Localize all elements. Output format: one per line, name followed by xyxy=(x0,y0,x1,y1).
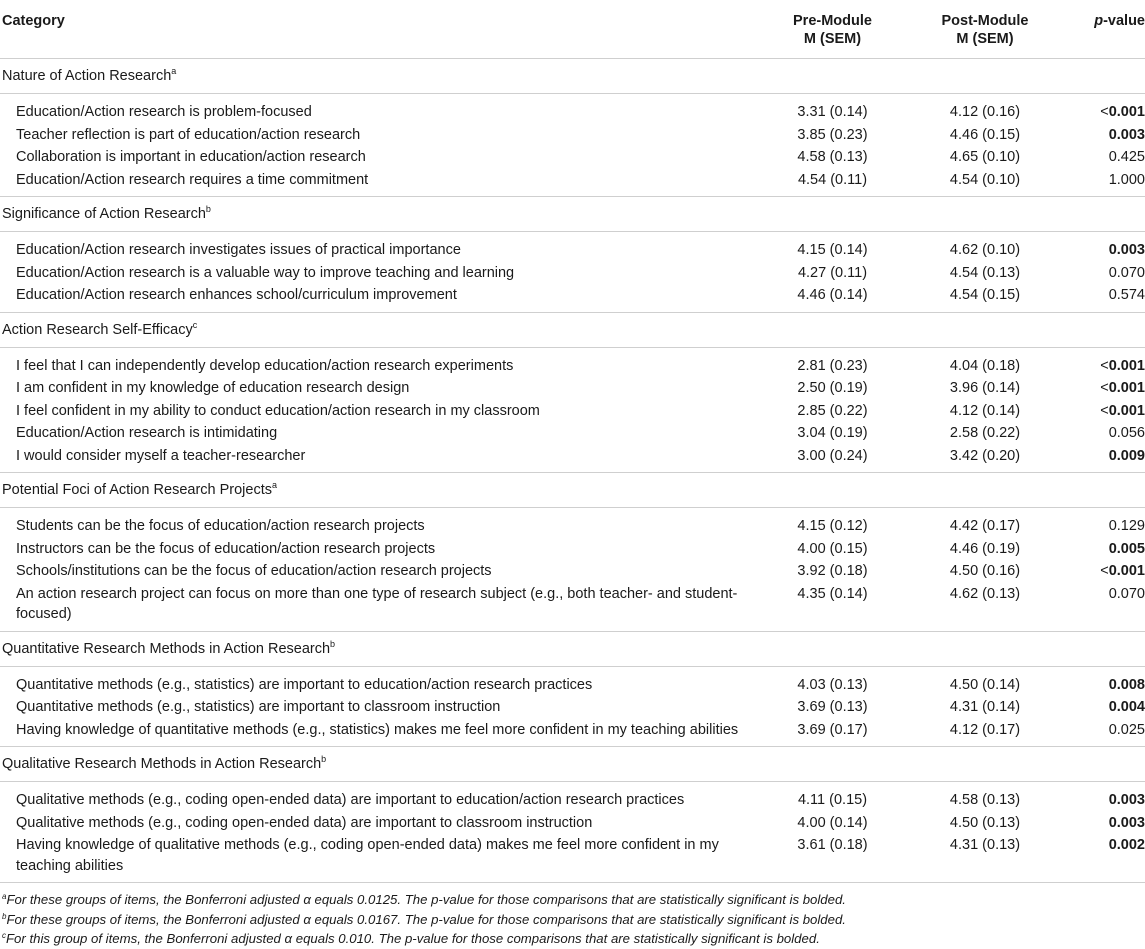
header-post-line1: Post-Module xyxy=(941,13,1029,29)
p-value-prefix: < xyxy=(1100,380,1109,396)
item-label: I am confident in my knowledge of education research design xyxy=(16,380,410,396)
item-label: I feel that I can independently develop education/action research experiments xyxy=(16,357,514,374)
item-label: Instructors can be the focus of education/action research projects xyxy=(16,540,436,557)
p-value xyxy=(1065,400,1145,423)
pre-module-value: 3.61 (0.18) xyxy=(760,834,905,883)
p-value xyxy=(1065,94,1145,124)
table-row xyxy=(0,124,1145,147)
item-label: Having knowledge of qualitative methods (e.g., coding open-ended data) makes me feel more confident in my teaching abilities xyxy=(0,834,760,883)
pre-module-value: 2.85 (0.22) xyxy=(797,402,868,419)
p-value-number: 0.003 xyxy=(1108,242,1145,258)
post-module-value: 4.54 (0.13) xyxy=(949,264,1021,281)
item-label: An action research project can focus on more than one type of research subject (e.g., both teacher- and student-focused) xyxy=(0,583,760,632)
pre-module-value: 4.27 (0.11) xyxy=(797,264,868,281)
post-module-value: 3.96 (0.14) xyxy=(949,380,1021,396)
post-module-value: 4.31 (0.13) xyxy=(905,834,1065,883)
p-value xyxy=(1065,666,1145,696)
category-group xyxy=(0,197,1145,313)
pre-module-value: 3.69 (0.13) xyxy=(797,699,868,715)
footnote-text: For these groups of items, the Bonferroni adjusted α equals 0.0125. The p-value for those comparisons that are statistically significant is bolded. xyxy=(6,892,846,907)
category-note-mark: b xyxy=(205,204,211,214)
table-row xyxy=(0,422,1145,445)
item-label: Collaboration is important in education/action research xyxy=(16,149,366,165)
item-label: I would consider myself a teacher-researcher xyxy=(0,445,760,473)
header-pre-module xyxy=(760,0,905,59)
footnote xyxy=(2,890,1145,910)
p-value xyxy=(1065,719,1145,747)
post-module-value: 4.12 (0.14) xyxy=(949,402,1021,419)
item-label: Education/Action research is problem-focused xyxy=(16,104,312,120)
category-row xyxy=(0,473,1145,508)
item-label: Qualitative methods (e.g., coding open-ended data) are important to classroom instruction xyxy=(16,814,593,831)
p-value xyxy=(1065,347,1145,377)
pre-module-value: 4.54 (0.11) xyxy=(760,169,905,197)
category-title: Qualitative Research Methods in Action Research xyxy=(2,756,322,772)
table-row xyxy=(0,400,1145,423)
pre-module-value: 4.15 (0.12) xyxy=(797,518,868,534)
pre-module-value: 3.31 (0.14) xyxy=(797,104,868,120)
post-module-value: 4.62 (0.10) xyxy=(949,242,1021,258)
item-label: Having knowledge of quantitative methods (e.g., statistics) makes me feel more confident in my teaching abilities xyxy=(0,719,760,747)
pre-module-value: 2.50 (0.19) xyxy=(797,380,868,396)
category-note-mark: b xyxy=(321,754,327,764)
category-title-cell xyxy=(0,473,1145,508)
post-module-value: 4.46 (0.19) xyxy=(949,540,1021,557)
post-module-value: 4.62 (0.13) xyxy=(905,583,1065,632)
footnote xyxy=(2,929,1145,949)
footnote xyxy=(2,910,1145,930)
p-value-prefix: < xyxy=(1100,357,1109,374)
pre-module-value: 4.11 (0.15) xyxy=(797,792,868,808)
category-row xyxy=(0,747,1145,782)
p-value xyxy=(1065,834,1145,883)
footnote-mark: b xyxy=(2,911,7,921)
post-module-value: 4.50 (0.14) xyxy=(949,676,1021,693)
p-value xyxy=(1065,146,1145,169)
header-row xyxy=(0,0,1145,59)
p-value-number: 0.056 xyxy=(1108,425,1145,441)
p-value xyxy=(1065,696,1145,719)
header-category: Category xyxy=(0,0,760,59)
item-label: Schools/institutions can be the focus of education/action research projects xyxy=(16,563,492,579)
category-group xyxy=(0,312,1145,473)
table-row xyxy=(0,377,1145,400)
p-value-number: 0.025 xyxy=(1108,721,1145,738)
table-row xyxy=(0,146,1145,169)
pre-module-value: 3.00 (0.24) xyxy=(760,445,905,473)
item-label: I feel confident in my ability to conduct education/action research in my classroom xyxy=(16,402,540,419)
table-row xyxy=(0,719,1145,747)
category-title-cell xyxy=(0,631,1145,666)
post-module-value: 4.04 (0.18) xyxy=(949,357,1021,374)
table-row xyxy=(0,94,1145,124)
p-value-number: 0.004 xyxy=(1108,699,1145,715)
p-value xyxy=(1065,812,1145,835)
p-value xyxy=(1065,583,1145,632)
category-title-cell xyxy=(0,312,1145,347)
pre-module-value: 3.92 (0.18) xyxy=(797,563,868,579)
category-row xyxy=(0,197,1145,232)
category-title: Significance of Action Research xyxy=(2,206,206,222)
p-value-number: 0.009 xyxy=(1108,447,1145,464)
table-row xyxy=(0,232,1145,262)
p-value-number: 0.003 xyxy=(1108,792,1145,808)
p-value-number: 0.574 xyxy=(1108,287,1145,303)
item-label: Education/Action research requires a time commitment xyxy=(0,169,760,197)
item-label: Education/Action research enhances school/curriculum improvement xyxy=(0,284,760,312)
post-module-value: 4.65 (0.10) xyxy=(949,149,1021,165)
p-value-number: 0.003 xyxy=(1108,814,1145,831)
header-pre-line2: M (SEM) xyxy=(803,31,862,47)
item-label: Education/Action research investigates issues of practical importance xyxy=(16,242,461,258)
category-title-cell xyxy=(0,197,1145,232)
pre-module-value: 4.46 (0.14) xyxy=(760,284,905,312)
header-p-rest: -value xyxy=(1103,13,1145,29)
table-row xyxy=(0,666,1145,696)
category-title-cell xyxy=(0,747,1145,782)
pre-module-value: 4.00 (0.14) xyxy=(797,814,868,831)
post-module-value: 4.42 (0.17) xyxy=(949,518,1021,534)
footnotes xyxy=(0,890,1145,949)
post-module-value: 4.12 (0.17) xyxy=(905,719,1065,747)
table-row xyxy=(0,538,1145,561)
p-value xyxy=(1065,232,1145,262)
p-value-number: 0.008 xyxy=(1108,676,1145,693)
p-value-number: 1.000 xyxy=(1108,171,1145,188)
p-value-prefix: < xyxy=(1100,402,1109,419)
category-title: Nature of Action Research xyxy=(2,68,172,84)
p-value xyxy=(1065,782,1145,812)
table-row xyxy=(0,284,1145,312)
footnote-text: For these groups of items, the Bonferroni adjusted α equals 0.0167. The p-value for those comparisons that are statistically significant is bolded. xyxy=(6,911,846,927)
p-value-number: 0.002 xyxy=(1108,837,1145,853)
p-value xyxy=(1065,560,1145,583)
category-title-cell xyxy=(0,59,1145,94)
table-row xyxy=(0,834,1145,883)
table-row xyxy=(0,508,1145,538)
table-row xyxy=(0,812,1145,835)
p-value-number: 0.425 xyxy=(1108,149,1145,165)
category-title: Potential Foci of Action Research Projects xyxy=(2,482,272,498)
table-row xyxy=(0,696,1145,719)
post-module-value: 4.58 (0.13) xyxy=(949,792,1021,808)
category-group xyxy=(0,473,1145,632)
post-module-value: 4.31 (0.14) xyxy=(949,699,1021,715)
post-module-value: 4.46 (0.15) xyxy=(949,126,1021,143)
p-value-number: 0.003 xyxy=(1108,126,1145,143)
category-row xyxy=(0,312,1145,347)
table-header xyxy=(0,0,1145,59)
p-value xyxy=(1065,124,1145,147)
table-row xyxy=(0,347,1145,377)
p-value xyxy=(1065,169,1145,197)
p-value xyxy=(1065,284,1145,312)
category-row xyxy=(0,59,1145,94)
header-post-line2: M (SEM) xyxy=(956,31,1014,47)
post-module-value: 4.54 (0.15) xyxy=(905,284,1065,312)
p-value-prefix: < xyxy=(1100,563,1109,579)
category-note-mark: c xyxy=(192,319,198,330)
header-pre-line1: Pre-Module xyxy=(793,13,872,29)
category-group xyxy=(0,59,1145,197)
p-value-number: 0.001 xyxy=(1108,563,1145,579)
header-post-module xyxy=(905,0,1065,59)
footnote-mark: c xyxy=(2,931,6,940)
post-module-value: 4.50 (0.16) xyxy=(949,563,1021,579)
pre-module-value: 3.69 (0.17) xyxy=(760,719,905,747)
p-value-number: 0.001 xyxy=(1108,104,1145,120)
item-label: Quantitative methods (e.g., statistics) are important to education/action research practices xyxy=(16,676,593,693)
post-module-value: 4.12 (0.16) xyxy=(949,104,1021,120)
table-row xyxy=(0,169,1145,197)
pre-module-value: 3.04 (0.19) xyxy=(797,425,868,441)
p-value-number: 0.070 xyxy=(1108,264,1145,281)
post-module-value: 4.50 (0.13) xyxy=(949,814,1021,831)
post-module-value: 3.42 (0.20) xyxy=(905,445,1065,473)
p-value xyxy=(1065,445,1145,473)
pre-module-value: 4.58 (0.13) xyxy=(797,149,868,165)
post-module-value: 2.58 (0.22) xyxy=(949,425,1021,441)
table-row xyxy=(0,583,1145,632)
p-value-prefix: < xyxy=(1100,104,1109,120)
pre-module-value: 4.35 (0.14) xyxy=(760,583,905,632)
p-value-number: 0.005 xyxy=(1108,540,1145,557)
pre-module-value: 3.85 (0.23) xyxy=(797,126,868,143)
category-note-mark: a xyxy=(272,480,278,490)
pre-module-value: 4.00 (0.15) xyxy=(797,540,868,557)
table-row xyxy=(0,445,1145,473)
p-value-number: 0.070 xyxy=(1108,585,1145,602)
category-title: Action Research Self-Efficacy xyxy=(2,321,193,338)
p-value xyxy=(1065,422,1145,445)
table-row xyxy=(0,560,1145,583)
item-label: Education/Action research is intimidating xyxy=(16,425,278,441)
header-p-italic: p xyxy=(1094,13,1104,29)
category-note-mark: a xyxy=(171,66,177,76)
table-row xyxy=(0,782,1145,812)
item-label: Quantitative methods (e.g., statistics) are important to classroom instruction xyxy=(16,699,501,715)
category-group xyxy=(0,747,1145,883)
pre-module-value: 4.15 (0.14) xyxy=(797,242,868,258)
p-value xyxy=(1065,262,1145,285)
item-label: Education/Action research is a valuable way to improve teaching and learning xyxy=(16,264,515,281)
category-group xyxy=(0,631,1145,747)
p-value-number: 0.001 xyxy=(1108,402,1145,419)
footnote-text: For this group of items, the Bonferroni adjusted α equals 0.010. The p-value for those comparisons that are statistically significant is bolded. xyxy=(6,931,820,946)
category-note-mark: b xyxy=(330,638,336,649)
table-row xyxy=(0,262,1145,285)
p-value xyxy=(1065,508,1145,538)
footnote-mark: a xyxy=(2,892,7,901)
p-value-number: 0.001 xyxy=(1108,357,1145,374)
pre-module-value: 2.81 (0.23) xyxy=(797,357,868,374)
item-label: Teacher reflection is part of education/action research xyxy=(16,126,361,143)
category-row xyxy=(0,631,1145,666)
p-value-number: 0.129 xyxy=(1108,518,1145,534)
item-label: Qualitative methods (e.g., coding open-ended data) are important to education/action research practices xyxy=(16,792,685,808)
item-label: Students can be the focus of education/action research projects xyxy=(16,518,425,534)
pre-module-value: 4.03 (0.13) xyxy=(797,676,868,693)
header-p-value xyxy=(1065,0,1145,59)
p-value xyxy=(1065,538,1145,561)
category-title: Quantitative Research Methods in Action Research xyxy=(2,640,331,657)
post-module-value: 4.54 (0.10) xyxy=(905,169,1065,197)
p-value xyxy=(1065,377,1145,400)
p-value-number: 0.001 xyxy=(1108,380,1145,396)
